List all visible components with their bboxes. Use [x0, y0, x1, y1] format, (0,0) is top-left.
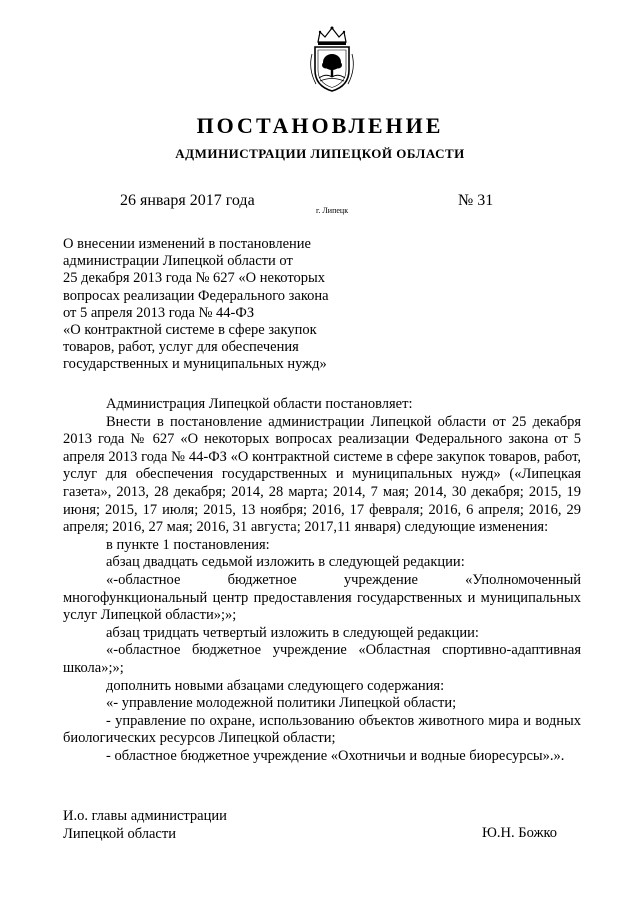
heading-line: государственных и муниципальных нужд»: [63, 356, 327, 373]
signature-position: [63, 808, 227, 843]
heading-line: О внесении изменений в постановление: [63, 236, 311, 252]
document-number: № 31: [458, 192, 494, 209]
body-paragraph: абзац двадцать седьмой изложить в следующей редакции:: [106, 554, 465, 571]
coat-of-arms-icon: [304, 24, 360, 94]
body-paragraph: в пункте 1 постановления:: [106, 536, 270, 553]
document-date: 26 января 2017 года: [120, 192, 255, 209]
body-paragraph: - управление по охране, использованию объектов животного мира и водных биологических ресурсов Липецкой области;: [63, 712, 581, 747]
body-paragraph: «-областное бюджетное учреждение «Уполномоченный многофункциональный центр предоставления государственных и муниципальных услуг Липецкой области»;»;: [63, 571, 581, 624]
document-title: ПОСТАНОВЛЕНИЕ: [196, 113, 444, 138]
heading-line: вопросах реализации Федерального закона: [63, 287, 329, 304]
document-heading: [63, 236, 363, 374]
document-subtitle: АДМИНИСТРАЦИИ ЛИПЕЦКОЙ ОБЛАСТИ: [175, 146, 465, 161]
body-paragraph: Внести в постановление администрации Липецкой области от 25 декабря 2013 года № 627 «О некоторых вопросах реализации Федерального закона от 5 апреля 2013 года № 44-ФЗ «О контрактной системе в сфере закупок товаров, работ, услуг для обеспечения государственных и муниципальных нужд» («Липецкая газета», 2013, 28 декабря; 2014, 28 марта; 2014, 7 мая; 2014, 30 декабря; 2015, 19 июня; 2015, 17 июля; 2015, 13 ноября; 2016, 17 февраля; 2016, 6 апреля; 2016, 29 апреля; 2016, 27 мая; 2016, 31 августа; 2017,11 января) следующие изменения:: [63, 413, 581, 536]
body-paragraph: Администрация Липецкой области постановляет:: [106, 396, 413, 412]
body-paragraph: - областное бюджетное учреждение «Охотничьи и водные биоресурсы».».: [106, 747, 565, 764]
signature-position-line: Липецкой области: [63, 825, 176, 842]
heading-line: от 5 апреля 2013 года № 44-ФЗ: [63, 304, 255, 321]
heading-line: «О контрактной системе в сфере закупок: [63, 322, 317, 339]
body-paragraph: дополнить новыми абзацами следующего содержания:: [106, 677, 445, 694]
body-paragraph: абзац тридцать четвертый изложить в следующей редакции:: [106, 624, 479, 641]
document-city: г. Липецк: [316, 206, 349, 215]
body-paragraph: «- управление молодежной политики Липецкой области;: [106, 695, 457, 712]
document-body: [63, 396, 581, 765]
body-paragraph: «-областное бюджетное учреждение «Областная спортивно-адаптивная школа»;»;: [63, 642, 581, 676]
signature-name: Ю.Н. Божко: [482, 825, 558, 841]
signature-position-line: И.о. главы администрации: [63, 808, 227, 824]
heading-line: товаров, работ, услуг для обеспечения: [63, 339, 299, 356]
heading-line: администрации Липецкой области от: [63, 253, 293, 270]
heading-line: 25 декабря 2013 года № 627 «О некоторых: [63, 270, 325, 287]
